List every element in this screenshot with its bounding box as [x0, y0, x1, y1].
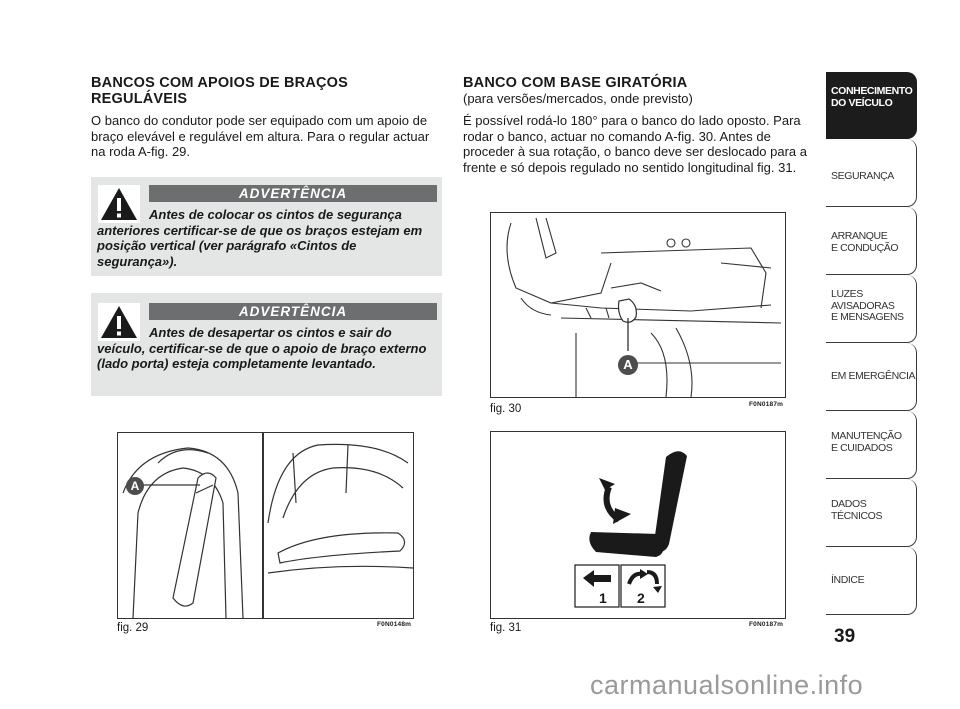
section-heading-armrests: BANCOS COM APOIOS DE BRAÇOS REGULÁVEIS	[91, 75, 349, 107]
tab-label-line: ÍNDICE	[831, 574, 865, 586]
tab-label-line: E MENSAGENS	[831, 311, 904, 323]
warning-title-2: ADVERTÊNCIA	[149, 303, 437, 320]
tab-label-line: DADOS	[831, 498, 867, 510]
tab-label-line: ARRANQUE	[831, 230, 888, 242]
tab-conhecimento-do-veiculo[interactable]	[826, 72, 917, 139]
warning-box-1	[91, 177, 442, 276]
tab-manutencao-e-cuidados[interactable]	[826, 411, 917, 479]
section-heading-swivel-seat: BANCO COM BASE GIRATÓRIA	[463, 75, 688, 91]
marker-a: A	[126, 477, 144, 495]
figure-30-swivel-control-illustration	[490, 212, 786, 398]
marker-a: A	[618, 355, 638, 375]
tab-label-line: DO VEÍCULO	[831, 96, 893, 109]
warning-text-2: Antes de desapertar os cintos e sair do veículo, certificar-se de que o apoio de braço externo (lado porta) esteja completamente levantado.	[97, 325, 427, 371]
step-2-label: 2	[637, 590, 645, 606]
page-number: 39	[834, 626, 856, 647]
swivel-paragraph: É possível rodá-lo 180° para o banco do lado oposto. Para rodar o banco, actuar no comando A-fig. 30. Antes de proceder à sua rotação, o banco deve ser deslocado para a frente e só depois regulado no sentido longitudinal fig. 31.	[463, 113, 808, 175]
tab-label-line: AVISADORAS	[831, 299, 895, 312]
armrest-paragraph: O banco do condutor pode ser equipado com um apoio de braço elevável e regulável em altura. Para o regular actuar na roda A-fig. 29.	[91, 113, 430, 159]
tab-label-line: E CUIDADOS	[831, 441, 893, 454]
figure-29-caption: fig. 29	[117, 622, 149, 634]
tab-label-line: SEGURANÇA	[831, 170, 894, 182]
figure-30-code: F0N0187m	[749, 401, 784, 408]
tab-luzes-avisadoras[interactable]	[826, 275, 917, 343]
tab-label-line: CONHECIMENTO	[831, 85, 913, 97]
tab-label-line: TÉCNICOS	[831, 509, 883, 522]
tab-indice[interactable]	[826, 547, 917, 615]
figure-29-code: F0N0148m	[377, 621, 412, 628]
tab-label-line: E CONDUÇÃO	[831, 241, 899, 254]
tab-label-line: EM EMERGÊNCIA	[831, 370, 916, 382]
warning-text-1: Antes de colocar os cintos de segurança anteriores certificar-se de que os braços estejam em posição vertical (ver parágrafo «Cintos de segurança»).	[97, 207, 423, 269]
tab-label-line: LUZES	[831, 288, 863, 300]
figure-31-caption: fig. 31	[490, 622, 522, 634]
figure-31-swivel-procedure-illustration	[490, 431, 786, 619]
warning-title-1: ADVERTÊNCIA	[149, 185, 437, 202]
warning-box-2	[91, 293, 442, 396]
step-1-label: 1	[599, 590, 607, 606]
tab-arranque-e-conducao[interactable]	[826, 207, 917, 275]
figure-31-code: F0N0187m	[749, 621, 784, 628]
figure-30-caption: fig. 30	[490, 403, 522, 415]
tab-dados-tecnicos[interactable]	[826, 479, 917, 547]
tab-em-emergencia[interactable]	[826, 343, 917, 411]
watermark: carmanualsonline.info	[590, 670, 864, 700]
tab-seguranca[interactable]	[826, 139, 917, 207]
swivel-subheading: (para versões/mercados, onde previsto)	[463, 91, 693, 106]
tab-label-line: MANUTENÇÃO	[831, 430, 902, 442]
figure-29-armrest-illustration	[117, 432, 414, 619]
